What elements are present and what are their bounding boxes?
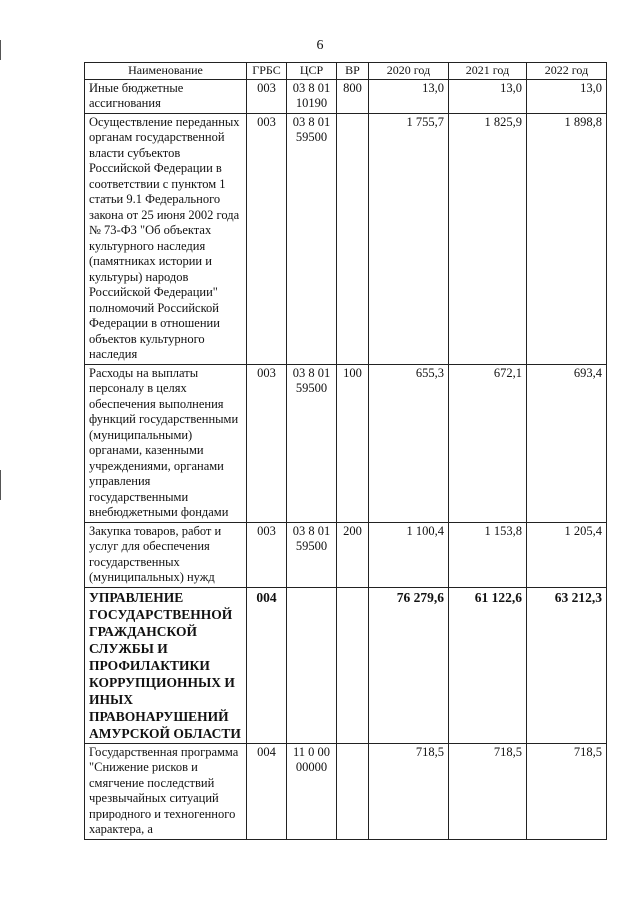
table-row bbox=[85, 743, 607, 839]
cell-y2022: 13,0 bbox=[527, 79, 607, 113]
table-header-row bbox=[85, 63, 607, 80]
cell-grbs: 003 bbox=[247, 79, 287, 113]
cell-vr: 200 bbox=[337, 522, 369, 587]
cell-y2021: 61 122,6 bbox=[449, 587, 527, 743]
cell-y2021: 718,5 bbox=[449, 743, 527, 839]
cell-y2021: 1 153,8 bbox=[449, 522, 527, 587]
page-number: 6 bbox=[316, 38, 324, 53]
cell-y2021: 1 825,9 bbox=[449, 113, 527, 364]
table-row bbox=[85, 79, 607, 113]
cell-y2021: 13,0 bbox=[449, 79, 527, 113]
cell-grbs: 003 bbox=[247, 113, 287, 364]
cell-csr: 03 8 01 59500 bbox=[287, 113, 337, 364]
cell-csr: 03 8 01 59500 bbox=[287, 522, 337, 587]
cell-grbs: 003 bbox=[247, 522, 287, 587]
cell-y2021: 672,1 bbox=[449, 364, 527, 522]
table-row bbox=[85, 587, 607, 743]
header-csr: ЦСР bbox=[287, 63, 337, 80]
cell-grbs: 003 bbox=[247, 364, 287, 522]
cell-csr bbox=[287, 587, 337, 743]
cell-y2022: 1 898,8 bbox=[527, 113, 607, 364]
cell-vr bbox=[337, 587, 369, 743]
table-row bbox=[85, 522, 607, 587]
cell-y2020: 1 100,4 bbox=[369, 522, 449, 587]
scan-edge-mark bbox=[0, 470, 1, 500]
header-2022: 2022 год bbox=[527, 63, 607, 80]
cell-vr: 800 bbox=[337, 79, 369, 113]
cell-y2020: 1 755,7 bbox=[369, 113, 449, 364]
header-2020: 2020 год bbox=[369, 63, 449, 80]
header-2021: 2021 год bbox=[449, 63, 527, 80]
cell-y2022: 63 212,3 bbox=[527, 587, 607, 743]
cell-y2020: 76 279,6 bbox=[369, 587, 449, 743]
cell-csr: 03 8 01 59500 bbox=[287, 364, 337, 522]
cell-vr: 100 bbox=[337, 364, 369, 522]
table-body bbox=[85, 79, 607, 839]
header-vr: ВР bbox=[337, 63, 369, 80]
cell-y2022: 693,4 bbox=[527, 364, 607, 522]
cell-y2022: 718,5 bbox=[527, 743, 607, 839]
cell-name: Расходы на выплаты персоналу в целях обеспечения выполнения функций государственными (муниципальными) органами, казенными учреждениями, органами управления государственными внебюджетными фондами bbox=[85, 364, 247, 522]
cell-grbs: 004 bbox=[247, 587, 287, 743]
cell-csr: 03 8 01 10190 bbox=[287, 79, 337, 113]
cell-grbs: 004 bbox=[247, 743, 287, 839]
cell-y2020: 655,3 bbox=[369, 364, 449, 522]
cell-vr bbox=[337, 743, 369, 839]
cell-name: Осуществление переданных органам государственной власти субъектов Российской Федерации в соответствии с пунктом 1 статьи 9.1 Федерального закона от 25 июня 2002 года № 73-ФЗ "Об объектах культурного наследия (памятниках истории и культуры) народов Российской Федерации" полномочий Российской Федерации в отношении объектов культурного наследия bbox=[85, 113, 247, 364]
cell-name: Государственная программа "Снижение рисков и смягчение последствий чрезвычайных ситуаций природного и техногенного характера, а bbox=[85, 743, 247, 839]
budget-table bbox=[84, 62, 607, 840]
cell-vr bbox=[337, 113, 369, 364]
cell-y2020: 13,0 bbox=[369, 79, 449, 113]
header-grbs: ГРБС bbox=[247, 63, 287, 80]
table-row bbox=[85, 113, 607, 364]
header-name: Наименование bbox=[85, 63, 247, 80]
cell-name: Иные бюджетные ассигнования bbox=[85, 79, 247, 113]
cell-y2022: 1 205,4 bbox=[527, 522, 607, 587]
cell-csr: 11 0 00 00000 bbox=[287, 743, 337, 839]
cell-name: Закупка товаров, работ и услуг для обеспечения государственных (муниципальных) нужд bbox=[85, 522, 247, 587]
cell-y2020: 718,5 bbox=[369, 743, 449, 839]
cell-name: УПРАВЛЕНИЕ ГОСУДАРСТВЕННОЙ ГРАЖДАНСКОЙ СЛУЖБЫ И ПРОФИЛАКТИКИ КОРРУПЦИОННЫХ И ИНЫХ ПРАВОНАРУШЕНИЙ АМУРСКОЙ ОБЛАСТИ bbox=[85, 587, 247, 743]
table-row bbox=[85, 364, 607, 522]
